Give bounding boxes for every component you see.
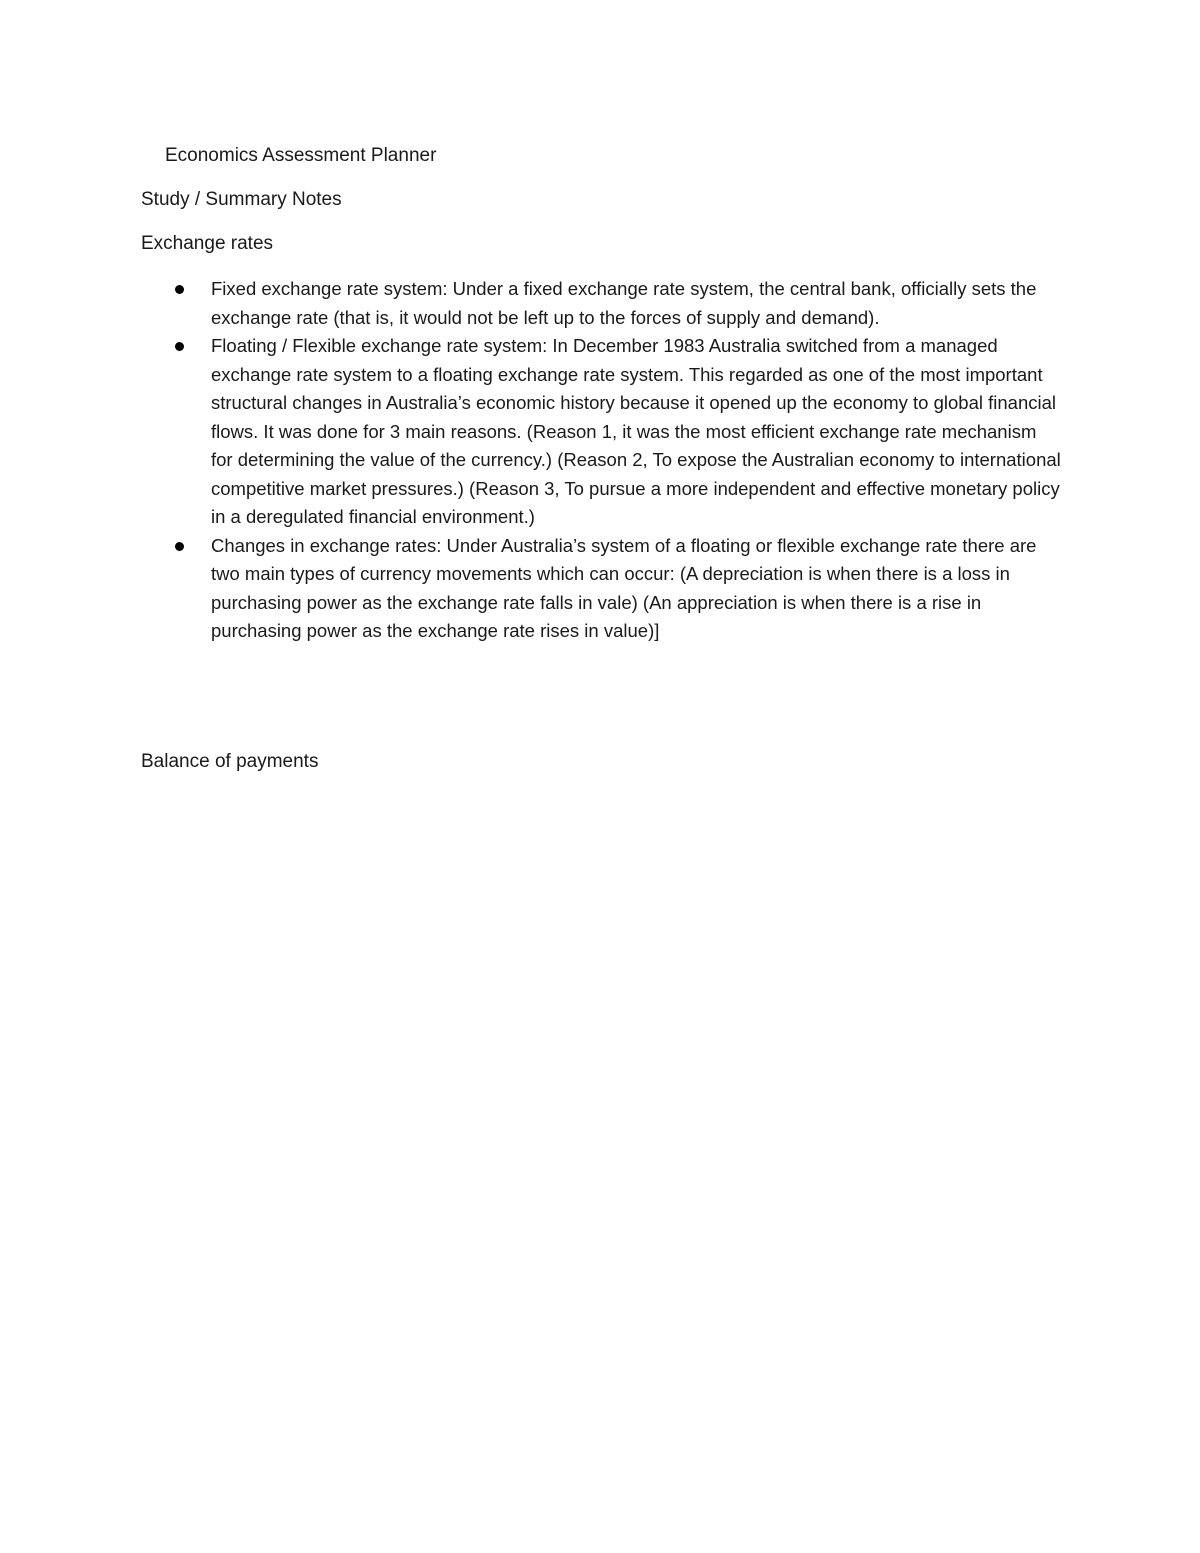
bullet-item-fixed-exchange-rate xyxy=(141,275,1061,332)
bullet-dot-icon xyxy=(175,342,184,351)
bullet-text: Floating / Flexible exchange rate system: In December 1983 Australia switched from a managed exchange rate system to a floating exchange rate system. This regarded as one of the most important structural changes in Australia’s economic history because it opened up the economy to global financial flows. It was done for 3 main reasons. (Reason 1, it was the most efficient exchange rate mechanism for determining the value of the currency.) (Reason 2, To expose the Australian economy to international competitive market pressures.) (Reason 3, To pursue a more independent and effective monetary policy in a deregulated financial environment.) xyxy=(211,335,1061,527)
bullet-dot-icon xyxy=(175,285,184,294)
section-heading-exchange-rates: Exchange rates xyxy=(141,233,274,254)
section-heading-balance-of-payments: Balance of payments xyxy=(141,751,319,772)
bullet-text: Changes in exchange rates: Under Australia’s system of a floating or flexible exchange rate there are two main types of currency movements which can occur: (A depreciation is when there is a loss in purchasing power as the exchange rate falls in vale) (An appreciation is when there is a rise in purchasing power as the exchange rate rises in value)] xyxy=(211,534,1037,641)
document-title: Economics Assessment Planner xyxy=(165,145,437,166)
bullet-item-floating-exchange-rate xyxy=(141,332,1061,532)
document-subtitle: Study / Summary Notes xyxy=(141,189,342,210)
exchange-rates-bullet-list xyxy=(141,275,1061,646)
bullet-dot-icon xyxy=(175,542,184,551)
bullet-item-changes-in-exchange-rates xyxy=(141,532,1061,646)
bullet-text: Fixed exchange rate system: Under a fixed exchange rate system, the central bank, officially sets the exchange rate (that is, it would not be left up to the forces of supply and demand). xyxy=(211,278,1037,328)
